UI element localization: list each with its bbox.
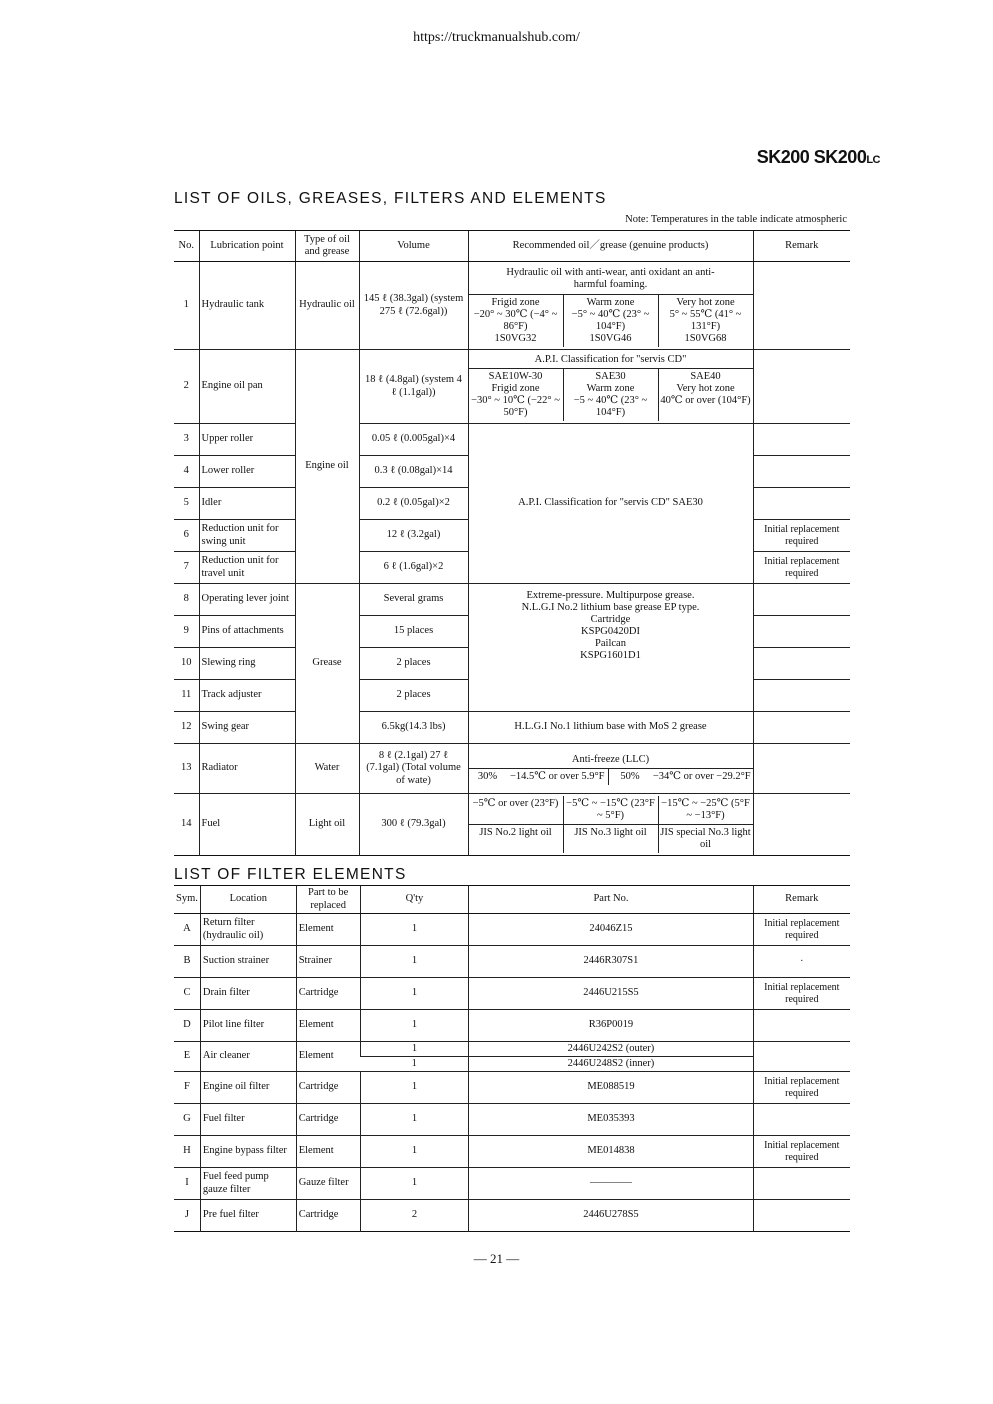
- row-volume: 0.05 ℓ (0.005gal)×4: [359, 424, 468, 456]
- row-remark: [753, 1168, 850, 1200]
- row-volume: 2 places: [359, 680, 468, 712]
- table-row: [174, 794, 850, 856]
- row-partno: 2446U248S2 (inner): [469, 1057, 753, 1072]
- row-point: Reduction unit for swing unit: [199, 520, 295, 552]
- row-volume: 300 ℓ (79.3gal): [359, 794, 468, 856]
- header-type: Type of oil and grease: [295, 231, 359, 262]
- grease-rec-line: Extreme-pressure. Multipurpose grease.: [526, 590, 695, 601]
- row-sym: D: [174, 1010, 200, 1042]
- row-qty: 1: [360, 914, 469, 946]
- row-partno: 2446U215S5: [469, 978, 753, 1010]
- hyd-grade: 1S0VG46: [589, 333, 632, 345]
- hyd-zone: Warm zone: [586, 296, 635, 308]
- eng-zone: Frigid zone: [491, 382, 540, 394]
- row-point: Slewing ring: [199, 648, 295, 680]
- header-part: Part to be replaced: [296, 886, 360, 914]
- row-point: Track adjuster: [199, 680, 295, 712]
- row-no: 10: [174, 648, 199, 680]
- row-remark: Initial replacement required: [753, 914, 850, 946]
- table-row: [174, 1042, 850, 1057]
- row-part: Element: [296, 1136, 360, 1168]
- row-volume: 12 ℓ (3.2gal): [359, 520, 468, 552]
- row-no: 4: [174, 456, 199, 488]
- row-remark: [753, 794, 850, 856]
- row-type: Light oil: [295, 794, 359, 856]
- row-qty: 1: [360, 1136, 469, 1168]
- row-remark: [753, 648, 850, 680]
- row-sym: I: [174, 1168, 200, 1200]
- eng-grade: SAE10W-30: [488, 370, 543, 382]
- row-no: 11: [174, 680, 199, 712]
- model-suffix: LC: [866, 154, 880, 166]
- row-no: 1: [174, 262, 199, 350]
- row-location: Fuel feed pump gauze filter: [200, 1168, 296, 1200]
- row-remark: [753, 1042, 850, 1072]
- table-row: [174, 712, 850, 744]
- row-no: 5: [174, 488, 199, 520]
- row-sym: A: [174, 914, 200, 946]
- table-row: [174, 1200, 850, 1232]
- row-remark: Initial replacement required: [753, 1136, 850, 1168]
- row-volume: 6 ℓ (1.6gal)×2: [359, 552, 468, 584]
- row-partno: ME014838: [469, 1136, 753, 1168]
- grease-rec-line: KSPG0420DI: [581, 626, 640, 638]
- row-no: 2: [174, 350, 199, 424]
- row-part: Gauze filter: [296, 1168, 360, 1200]
- table-row: [174, 978, 850, 1010]
- header-volume: Volume: [359, 231, 468, 262]
- row-remark: Initial replacement required: [753, 552, 850, 584]
- eng-temp: −5 ~ 40℃ (23° ~ 104°F): [573, 395, 648, 419]
- fuel-oil: JIS No.2 light oil: [479, 827, 552, 838]
- row-remark: [753, 584, 850, 616]
- row-no: 3: [174, 424, 199, 456]
- row-location: Pre fuel filter: [200, 1200, 296, 1232]
- row-sym: C: [174, 978, 200, 1010]
- row-location: Return filter (hydraulic oil): [200, 914, 296, 946]
- row-volume: 145 ℓ (38.3gal) (system 275 ℓ (72.6gal)): [359, 262, 468, 350]
- row-remark: ·: [753, 946, 850, 978]
- model-main: SK200 SK200: [756, 147, 867, 167]
- header-qty: Q'ty: [360, 886, 469, 914]
- radiator-recommendation: [468, 744, 753, 794]
- row-remark: [753, 262, 850, 350]
- header-point: Lubrication point: [199, 231, 295, 262]
- table-row: [174, 1072, 850, 1104]
- table-row: [174, 946, 850, 978]
- row-volume: 18 ℓ (4.8gal) (system 4 ℓ (1.1gal)): [359, 350, 468, 424]
- source-url[interactable]: https://truckmanualshub.com/: [413, 30, 580, 45]
- row-location: Pilot line filter: [200, 1010, 296, 1042]
- row-sym: J: [174, 1200, 200, 1232]
- row-remark: [753, 712, 850, 744]
- row-point: Lower roller: [199, 456, 295, 488]
- row-point: Idler: [199, 488, 295, 520]
- row-remark: [753, 1104, 850, 1136]
- fuel-oil: JIS No.3 light oil: [563, 825, 658, 853]
- row-partno: ME035393: [469, 1104, 753, 1136]
- row-sym: H: [174, 1136, 200, 1168]
- fuel-temp: −15℃ ~ −25℃ (5°F ~ −13°F): [658, 796, 753, 824]
- row-point: Reduction unit for travel unit: [199, 552, 295, 584]
- row-no: 14: [174, 794, 199, 856]
- row-no: 8: [174, 584, 199, 616]
- row-part: Cartridge: [296, 1072, 360, 1104]
- hyd-temp: 5° ~ 55℃ (41° ~ 131°F): [669, 309, 742, 333]
- header-sym: Sym.: [174, 886, 200, 914]
- table-row: [174, 1010, 850, 1042]
- hyd-grade: 1S0VG32: [494, 333, 537, 345]
- hydraulic-recommendation: [468, 262, 753, 350]
- hyd-rec-head: Hydraulic oil with anti-wear, anti oxidant an anti-harmful foaming.: [469, 264, 753, 295]
- row-part: Element: [296, 1042, 360, 1072]
- row-qty: 1: [360, 978, 469, 1010]
- row-partno: 24046Z15: [469, 914, 753, 946]
- row-qty: 1: [360, 1057, 469, 1072]
- oils-table: [174, 230, 850, 856]
- eng-grade: SAE30: [595, 370, 626, 382]
- header-remark: Remark: [753, 231, 850, 262]
- row-point: Swing gear: [199, 712, 295, 744]
- row-partno: ME088519: [469, 1072, 753, 1104]
- header-partno: Part No.: [469, 886, 753, 914]
- table-row: [174, 1168, 850, 1200]
- row-partno: ————: [469, 1168, 753, 1200]
- row-part: Strainer: [296, 946, 360, 978]
- eng-grade: SAE40: [690, 370, 721, 382]
- grease-rec-line: N.L.G.I No.2 lithium base grease EP type.: [521, 602, 700, 614]
- radiator-rec-head: Anti-freeze (LLC): [469, 752, 753, 769]
- row-qty: 2: [360, 1200, 469, 1232]
- row-point: Fuel: [199, 794, 295, 856]
- row-sym: F: [174, 1072, 200, 1104]
- filters-table: [174, 885, 850, 1232]
- row-sym: G: [174, 1104, 200, 1136]
- row-type: Hydraulic oil: [295, 262, 359, 350]
- filters-title: LIST OF FILTER ELEMENTS: [174, 866, 407, 883]
- grease-rec-line: Cartridge: [590, 614, 631, 626]
- row-no: 7: [174, 552, 199, 584]
- row-remark: Initial replacement required: [753, 978, 850, 1010]
- table-row: [174, 744, 850, 794]
- row-type: Water: [295, 744, 359, 794]
- row-qty: 1: [360, 1072, 469, 1104]
- row-remark: [753, 424, 850, 456]
- row-volume: Several grams: [359, 584, 468, 616]
- eng-temp: −30° ~ 10℃ (−22° ~ 50°F): [471, 395, 560, 419]
- sae30-recommendation: A.P.I. Classification for "servis CD" SAE30: [468, 424, 753, 584]
- eng-zone: Warm zone: [586, 382, 635, 394]
- table-row: [174, 1104, 850, 1136]
- header-remark: Remark: [753, 886, 850, 914]
- table-row: [174, 424, 850, 456]
- engine-oil-type: Engine oil: [295, 350, 359, 584]
- row-location: Engine oil filter: [200, 1072, 296, 1104]
- row-volume: 8 ℓ (2.1gal) 27 ℓ (7.1gal) (Total volume of wate): [359, 744, 468, 794]
- row-remark: Initial replacement required: [753, 1072, 850, 1104]
- hyd-zone: Very hot zone: [676, 296, 735, 308]
- eng-temp: 40℃ or over (104°F): [660, 395, 751, 407]
- engine-recommendation: [468, 350, 753, 424]
- radiator-temp: −14.5℃ or over 5.9°F: [510, 771, 605, 782]
- row-part: Element: [296, 914, 360, 946]
- row-sym: B: [174, 946, 200, 978]
- temperature-note: Note: Temperatures in the table indicate atmospheric: [625, 214, 847, 225]
- row-volume: 0.2 ℓ (0.05gal)×2: [359, 488, 468, 520]
- row-remark: Initial replacement required: [753, 520, 850, 552]
- row-remark: [753, 1200, 850, 1232]
- header-no: No.: [174, 231, 199, 262]
- row-volume: 15 places: [359, 616, 468, 648]
- row-partno: 2446U278S5: [469, 1200, 753, 1232]
- page-number: — 21 —: [473, 1251, 520, 1266]
- row-remark: [753, 350, 850, 424]
- row-part: Element: [296, 1010, 360, 1042]
- row-no: 12: [174, 712, 199, 744]
- row-part: Cartridge: [296, 1200, 360, 1232]
- grease-type: Grease: [295, 584, 359, 744]
- model-name: [757, 147, 880, 168]
- row-qty: 1: [360, 1168, 469, 1200]
- row-part: Cartridge: [296, 1104, 360, 1136]
- row-no: 9: [174, 616, 199, 648]
- row-point: Engine oil pan: [199, 350, 295, 424]
- radiator-pct: 30%: [477, 771, 498, 782]
- header-recommended: Recommended oil／grease (genuine products): [468, 231, 753, 262]
- table-row: [174, 1136, 850, 1168]
- grease-rec-line: KSPG1601D1: [580, 650, 641, 662]
- fuel-oil: JIS special No.3 light oil: [658, 825, 753, 853]
- row-location: Fuel filter: [200, 1104, 296, 1136]
- row-partno: 2446R307S1: [469, 946, 753, 978]
- hyd-grade: 1S0VG68: [684, 333, 727, 345]
- header-location: Location: [200, 886, 296, 914]
- row-point: Operating lever joint: [199, 584, 295, 616]
- hyd-temp: −5° ~ 40℃ (23° ~ 104°F): [571, 309, 650, 333]
- hyd-temp: −20° ~ 30℃ (−4° ~ 86°F): [473, 309, 558, 333]
- grease-recommendation: [468, 584, 753, 712]
- table-row: [174, 350, 850, 424]
- radiator-pct: 50%: [608, 769, 651, 785]
- row-volume: 6.5kg(14.3 lbs): [359, 712, 468, 744]
- hyd-zone: Frigid zone: [491, 296, 540, 308]
- oils-header-row: [174, 231, 850, 262]
- row-point: Pins of attachments: [199, 616, 295, 648]
- oils-title: LIST OF OILS, GREASES, FILTERS AND ELEMENTS: [174, 190, 607, 207]
- table-row: [174, 262, 850, 350]
- fuel-temp: −5℃ or over (23°F): [472, 797, 559, 809]
- row-no: 13: [174, 744, 199, 794]
- row-point: Hydraulic tank: [199, 262, 295, 350]
- row-qty: 1: [360, 1104, 469, 1136]
- row-point: Upper roller: [199, 424, 295, 456]
- swing-gear-recommendation: H.L.G.I No.1 lithium base with MoS 2 grease: [468, 712, 753, 744]
- row-remark: [753, 456, 850, 488]
- row-remark: [753, 488, 850, 520]
- eng-rec-head: A.P.I. Classification for "servis CD": [469, 352, 753, 369]
- row-partno: R36P0019: [469, 1010, 753, 1042]
- grease-rec-line: Pailcan: [595, 638, 626, 650]
- row-qty: 1: [360, 946, 469, 978]
- row-volume: 0.3 ℓ (0.08gal)×14: [359, 456, 468, 488]
- fuel-recommendation: [468, 794, 753, 856]
- row-remark: [753, 1010, 850, 1042]
- row-point: Radiator: [199, 744, 295, 794]
- eng-zone: Very hot zone: [676, 382, 735, 394]
- fuel-temp: −5℃ ~ −15℃ (23°F ~ 5°F): [563, 796, 658, 824]
- row-location: Drain filter: [200, 978, 296, 1010]
- row-part: Cartridge: [296, 978, 360, 1010]
- row-remark: [753, 616, 850, 648]
- table-row: [174, 584, 850, 616]
- row-volume: 2 places: [359, 648, 468, 680]
- radiator-temp: −34℃ or over −29.2°F: [652, 771, 751, 782]
- row-location: Air cleaner: [200, 1042, 296, 1072]
- row-remark: [753, 680, 850, 712]
- row-remark: [753, 744, 850, 794]
- filters-header-row: [174, 886, 850, 914]
- row-qty: 1: [360, 1042, 469, 1057]
- row-no: 6: [174, 520, 199, 552]
- row-location: Engine bypass filter: [200, 1136, 296, 1168]
- row-location: Suction strainer: [200, 946, 296, 978]
- row-qty: 1: [360, 1010, 469, 1042]
- table-row: [174, 914, 850, 946]
- row-sym: E: [174, 1042, 200, 1072]
- row-partno: 2446U242S2 (outer): [469, 1042, 753, 1057]
